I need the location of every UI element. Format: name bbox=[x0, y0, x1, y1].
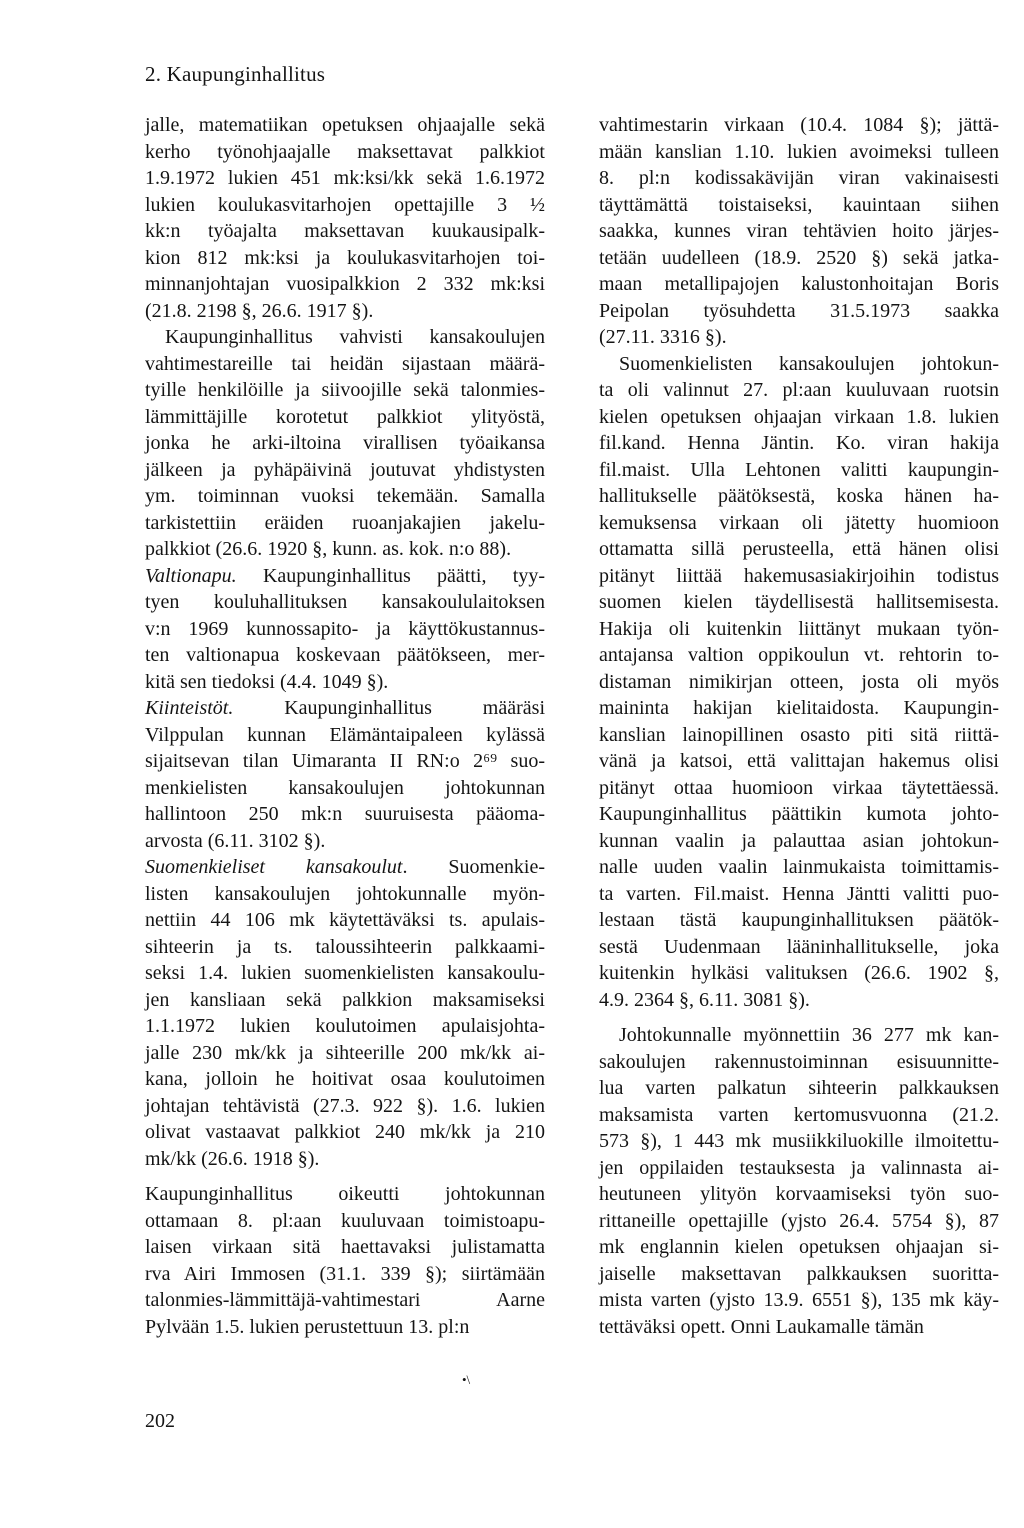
text-line: mk/kk (26.6. 1918 §). bbox=[145, 1147, 320, 1170]
text-line: sijaitsevan tilan Uimaranta II RN:o 2⁶⁹ suo- bbox=[145, 750, 545, 772]
text-line: maan metallipajojen kalustonhoitajan Boris bbox=[599, 273, 999, 295]
stray-print-mark: •\ bbox=[462, 1372, 471, 1387]
text-line: kemuksensa virkaan oli jätetty huomioon bbox=[599, 511, 999, 534]
text-line: kana, jolloin he hoitivat osaa koulutoimen bbox=[145, 1068, 545, 1090]
text-line: kanslian lainopillinen osasto piti sitä riittä- bbox=[599, 723, 999, 746]
text-line: ottamaan 8. pl:aan kuuluvaan toimistoapu- bbox=[145, 1209, 545, 1232]
text-line: ta varten. Fil.maist. Henna Jäntti valitti puo- bbox=[599, 882, 999, 905]
text-line: nettiin 44 106 mk käytettäväksi ts. apulais- bbox=[145, 909, 545, 931]
text-line: tarkistettiin eräiden ruoanjakajien jakelu- bbox=[145, 511, 545, 534]
text-line: kerho työnohjaajalle maksettavat palkkiot bbox=[145, 140, 545, 163]
paragraph bbox=[145, 324, 545, 563]
text-line: kunnan vaalin ja palauttaa asian johtokun- bbox=[599, 829, 999, 852]
text-line: Kiinteistöt. Kaupunginhallitus määräsi bbox=[145, 697, 545, 719]
text-line: lukien koulukasvitarhojen opettajille 3 ½ bbox=[145, 193, 545, 216]
text-line: pitänyt ottaa huomioon virkaa täytettäessä. bbox=[599, 776, 999, 799]
paragraph bbox=[145, 854, 545, 1172]
text-line: vahtimestarin virkaan (10.4. 1084 §); jättä- bbox=[599, 114, 999, 136]
text-line: kion 812 mk:ksi ja koulukasvitarhojen toi- bbox=[145, 246, 545, 269]
text-line: Kaupunginhallitus vahvisti kansakoulujen bbox=[165, 326, 545, 348]
text-line: täyttämättä toistaiseksi, kauintaan siihen bbox=[599, 193, 999, 216]
text-line: tettäväksi opett. Onni Laukamalle tämän bbox=[599, 1315, 924, 1338]
text-line: fil.maist. Ulla Lehtonen valitti kaupungin- bbox=[599, 458, 999, 481]
text-line: talonmies-lämmittäjä-vahtimestari Aarne bbox=[145, 1289, 545, 1311]
text-line: palkkiot (26.6. 1920 §, kunn. as. kok. n:o 88). bbox=[145, 538, 512, 560]
text-line: maksamista varten kertomusvuonna (21.2. bbox=[599, 1103, 999, 1126]
text-line: rittaneille opettajille (yjsto 26.4. 5754 §), 87 bbox=[599, 1209, 999, 1232]
text-line: tyen kouluhallituksen kansakoululaitoksen bbox=[145, 591, 545, 613]
text-line: 1.9.1972 lukien 451 mk:ksi/kk sekä 1.6.1972 bbox=[145, 167, 545, 189]
text-line: distaman nimikirjan otteen, josta oli myös bbox=[599, 670, 999, 693]
text-line: sihteerin ja ts. taloussihteerin palkkaami- bbox=[145, 935, 545, 958]
text-line: jen oppilaiden testauksesta ja valinnasta ai- bbox=[599, 1156, 999, 1179]
text-line: hallintoon 250 mk:n suuruisesta pääoma- bbox=[145, 803, 545, 825]
text-line: (27.11. 3316 §). bbox=[599, 326, 727, 348]
text-line: kielen opetuksen ohjaajan virkaan 1.8. lukien bbox=[599, 405, 999, 428]
text-line: kitä sen tiedoksi (4.4. 1049 §). bbox=[145, 670, 389, 693]
text-line: 1.1.1972 lukien koulutoimen apulaisjohta- bbox=[145, 1015, 545, 1037]
left-text-column bbox=[145, 112, 545, 1340]
text-line: pitänyt liittää hakemusasiakirjoihin todistus bbox=[599, 564, 999, 587]
text-line: Johtokunnalle myönnettiin 36 277 mk kan- bbox=[619, 1024, 999, 1046]
text-line: menkielisten kansakoulujen johtokunnan bbox=[145, 776, 545, 799]
text-line: Valtionapu. Kaupunginhallitus päätti, tyy- bbox=[145, 564, 545, 587]
text-line: heutuneen ylityön korvaamiseksi työn suo- bbox=[599, 1183, 999, 1205]
text-line: maininta hakijan kielitaidosta. Kaupungin- bbox=[599, 697, 999, 719]
text-line: vänä ja katsoi, että valittajan hakemus olisi bbox=[599, 750, 999, 772]
paragraph bbox=[599, 351, 999, 1014]
paragraph bbox=[145, 563, 545, 696]
section-heading: Valtionapu. bbox=[145, 564, 237, 587]
text-line: hallitukselle päätöksestä, koska hänen ha- bbox=[599, 485, 999, 507]
paragraph bbox=[599, 1022, 999, 1340]
text-line: Peipolan työsuhdetta 31.5.1973 saakka bbox=[599, 299, 999, 322]
text-line: lua varten palkatun sihteerin palkkauksen bbox=[599, 1077, 999, 1099]
section-heading: Suomenkieliset kansakoulut bbox=[145, 856, 403, 878]
text-line: lestaan tästä kaupunginhallituksen päätök- bbox=[599, 909, 999, 931]
text-line: Suomenkielisten kansakoulujen johtokun- bbox=[619, 352, 999, 375]
text-line: mään kanslian 1.10. lukien avoimeksi tulleen bbox=[599, 140, 999, 163]
text-line: jonka he arki-iltoina virallisen työaikansa bbox=[145, 432, 545, 454]
paragraph bbox=[145, 1181, 545, 1340]
text-line: ta oli valinnut 27. pl:aan kuuluvaan ruotsin bbox=[599, 379, 999, 401]
text-line: saakka, kunnes viran tehtävien hoito järjes- bbox=[599, 220, 999, 242]
text-line: jaiselle maksettavan palkkauksen suoritta- bbox=[599, 1262, 999, 1285]
text-line: Suomenkieliset kansakoulut. Suomenkie- bbox=[145, 856, 545, 878]
paragraph bbox=[599, 112, 999, 351]
text-line: suomen kielen täydellisestä hallitsemisesta. bbox=[599, 591, 999, 613]
section-heading: Kiinteistöt. bbox=[145, 697, 234, 719]
text-line: antajansa valtion oppikoulun vt. rehtorin to- bbox=[599, 644, 999, 666]
text-line: Vilppulan kunnan Elämäntaipaleen kylässä bbox=[145, 723, 545, 746]
text-line: lämmittäjille korotetut palkkiot ylityöstä, bbox=[145, 405, 545, 428]
text-line: rva Airi Immosen (31.1. 339 §); siirtämään bbox=[145, 1262, 545, 1285]
text-line: johtajan tehtävistä (27.3. 922 §). 1.6. lukien bbox=[145, 1094, 545, 1117]
paragraph bbox=[145, 695, 545, 854]
text-line: 8. pl:n kodissakävijän viran vakinaisesti bbox=[599, 167, 999, 189]
text-line: Pylvään 1.5. lukien perustettuun 13. pl:n bbox=[145, 1315, 470, 1338]
text-line: ottamatta sillä perusteella, että hänen olisi bbox=[599, 538, 999, 560]
page-number: 202 bbox=[145, 1410, 175, 1432]
text-line: ten valtionapua koskevaan päätökseen, mer- bbox=[145, 644, 545, 666]
text-line: 4.9. 2364 §, 6.11. 3081 §). bbox=[599, 988, 810, 1011]
text-line: nalle uuden vaalin lainmukaista toimittamis- bbox=[599, 856, 999, 878]
text-line: arvosta (6.11. 3102 §). bbox=[145, 829, 326, 852]
text-line: listen kansakoulujen johtokunnalle myön- bbox=[145, 882, 545, 905]
text-line: Hakija oli kuitenkin liittänyt mukaan työn- bbox=[599, 617, 999, 640]
text-line: laisen virkaan sitä haettavaksi julistamatta bbox=[145, 1236, 545, 1258]
text-line: ym. toiminnan vuoksi tekemään. Samalla bbox=[145, 485, 545, 507]
text-line: kuitenkin hylkäsi valituksen (26.6. 1902 §, bbox=[599, 962, 999, 984]
text-line: jalle, matematiikan opetuksen ohjaajalle sekä bbox=[145, 114, 545, 136]
text-line: sestä Uudenmaan lääninhallitukselle, joka bbox=[599, 935, 999, 958]
text-line: mista varten (yjsto 13.9. 6551 §), 135 mk käy- bbox=[599, 1289, 999, 1311]
text-line: seksi 1.4. lukien suomenkielisten kansakoulu- bbox=[145, 962, 545, 984]
running-header: 2. Kaupunginhallitus bbox=[145, 62, 326, 86]
text-line: minnanjohtajan vuosipalkkion 2 332 mk:ksi bbox=[145, 273, 545, 295]
text-line: Kaupunginhallitus oikeutti johtokunnan bbox=[145, 1183, 545, 1205]
right-text-column bbox=[599, 112, 999, 1340]
text-line: tyille henkilöille ja siivoojille sekä talonmies- bbox=[145, 379, 545, 401]
paragraph bbox=[145, 112, 545, 324]
text-line: (21.8. 2198 §, 26.6. 1917 §). bbox=[145, 299, 374, 322]
text-line: tetään uudelleen (18.9. 2520 §) sekä jatka- bbox=[599, 246, 999, 269]
text-line: jälkeen ja pyhäpäivinä joutuvat yhdistysten bbox=[145, 458, 545, 481]
text-line: jalle 230 mk/kk ja sihteerille 200 mk/kk ai- bbox=[145, 1041, 545, 1064]
text-line: Kaupunginhallitus päättikin kumota johto- bbox=[599, 803, 999, 825]
text-line: sakoulujen rakennustoiminnan esisuunnitte- bbox=[599, 1050, 999, 1073]
text-line: kk:n työajalta maksettavan kuukausipalk- bbox=[145, 220, 545, 242]
text-line: vahtimestareille tai heidän sijastaan määrä- bbox=[145, 352, 545, 375]
text-line: fil.kand. Henna Jäntin. Ko. viran hakija bbox=[599, 432, 999, 454]
text-line: 573 §), 1 443 mk musiikkiluokille ilmoitettu- bbox=[599, 1130, 999, 1152]
text-line: olivat vastaavat palkkiot 240 mk/kk ja 210 bbox=[145, 1121, 545, 1143]
text-line: v:n 1969 kunnossapito- ja käyttökustannus- bbox=[145, 617, 545, 640]
text-line: mk englannin kielen opetuksen ohjaajan si- bbox=[599, 1236, 999, 1258]
text-line: jen kansliaan sekä palkkion maksamiseksi bbox=[145, 988, 545, 1011]
